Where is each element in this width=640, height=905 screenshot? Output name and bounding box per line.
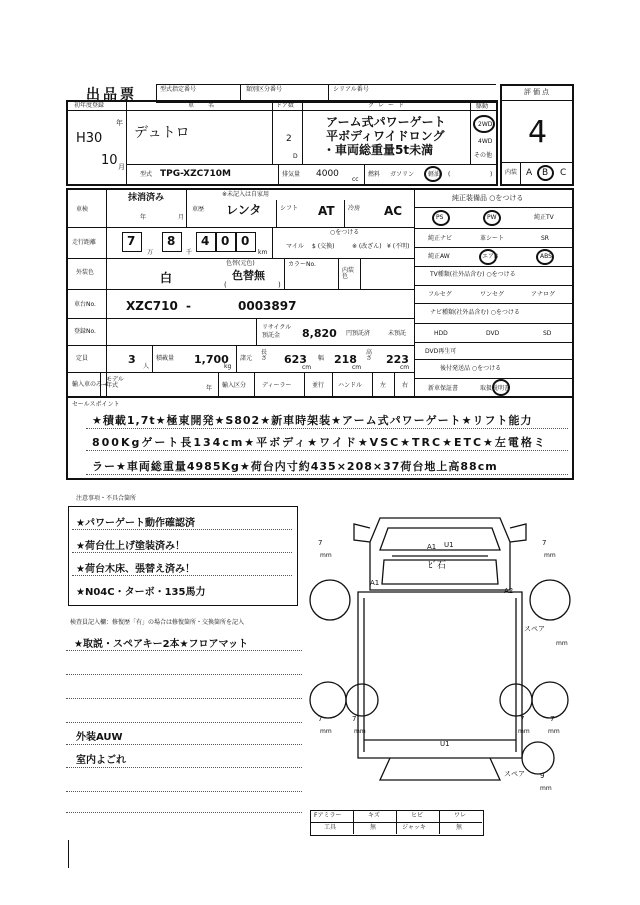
inspection-year: 年 bbox=[140, 214, 147, 221]
tire-fr-value: 7 bbox=[542, 539, 547, 547]
mileage-circle-note: ○をつける bbox=[330, 229, 360, 236]
tire-rl-outer-value: 7 bbox=[318, 715, 323, 723]
spare-top-mm: mm bbox=[556, 640, 568, 647]
legend-row-2: 無 bbox=[370, 824, 377, 831]
legend-head-4: ワレ bbox=[454, 812, 467, 819]
later-manual-circle bbox=[492, 379, 510, 396]
drive-2wd: 2WD bbox=[478, 121, 493, 128]
diagram-bishaku: ﾋﾞ石 bbox=[428, 561, 447, 571]
orig-color-paren-end: ) bbox=[278, 281, 281, 289]
tire-rl-inner-value: 7 bbox=[352, 715, 357, 723]
drive-label: 駆動 bbox=[476, 103, 489, 110]
interior-c: C bbox=[560, 168, 567, 178]
load-label: 積載量 bbox=[156, 355, 175, 362]
recycle-unit: 円預託済 bbox=[346, 330, 371, 337]
fuel-paren-end: ) bbox=[490, 171, 493, 178]
grade-label: グレード bbox=[368, 102, 409, 109]
tire-fl-value: 7 bbox=[318, 539, 323, 547]
tire-fr-mm: mm bbox=[544, 552, 556, 559]
capacity-value: 3 bbox=[128, 353, 136, 366]
navi-sd: SD bbox=[543, 330, 552, 337]
chassis-number: 0003897 bbox=[238, 299, 297, 313]
spare-bottom-label: スペア bbox=[504, 770, 525, 778]
orig-color-paren: ( bbox=[224, 281, 227, 289]
equip-ps: PS bbox=[436, 214, 444, 221]
mileage-label: 走行距離 bbox=[72, 239, 97, 246]
interior-label: 内装 bbox=[505, 169, 518, 176]
chassis-prefix: XZC710 bbox=[126, 299, 178, 313]
orig-color-label: 色替(元色) bbox=[226, 260, 255, 267]
capacity-unit: 人 bbox=[143, 363, 150, 370]
equip-label: 純正装備品 ○をつける bbox=[452, 194, 524, 202]
dims-label: 諸元 bbox=[240, 355, 253, 362]
load-value: 1,700 bbox=[194, 353, 229, 366]
interior-a: A bbox=[526, 168, 533, 178]
doors: 2 bbox=[286, 134, 292, 144]
tire-rl-outer-mm: mm bbox=[320, 728, 332, 735]
diagram-u1-bottom: U1 bbox=[440, 740, 450, 748]
orig-color-value: 色替無 bbox=[232, 269, 265, 282]
tire-rr-outer-mm: mm bbox=[548, 728, 560, 735]
mileage-digit-3: 4 bbox=[201, 234, 210, 248]
diagram-a1-left: A1 bbox=[370, 579, 380, 587]
inspection-note: ※未記入は自家用 bbox=[222, 191, 270, 198]
shift-label: シフト bbox=[280, 205, 299, 212]
length-value: 623 bbox=[284, 353, 307, 366]
fuel-paren: ( bbox=[448, 171, 451, 178]
import-label: 輸入車のみ→ bbox=[72, 381, 108, 388]
interior-color-label: 内装色 bbox=[342, 267, 355, 280]
mile-label: マイル bbox=[286, 243, 304, 250]
form-title: 出品票 bbox=[86, 87, 137, 103]
dvd-play-label: DVD再生可 bbox=[425, 348, 457, 355]
cc-label: 排気量 bbox=[282, 171, 301, 178]
legend-row-3: ジャッキ bbox=[402, 824, 426, 831]
equip-tv: 純正TV bbox=[534, 214, 554, 221]
color-label: 外装色 bbox=[76, 269, 95, 276]
equip-ps-circle bbox=[432, 210, 450, 226]
wheel-rear-left-outer bbox=[310, 682, 346, 718]
cc-unit: cc bbox=[352, 176, 359, 183]
reg-month: 10 bbox=[101, 153, 118, 168]
equip-pw-circle bbox=[483, 210, 501, 226]
spare-bottom-value: 9 bbox=[540, 772, 545, 780]
later-warranty: 新車保証書 bbox=[428, 385, 459, 392]
diagram-a2-right: A2 bbox=[504, 587, 514, 595]
mile-opt-exchange: $ (交換) bbox=[312, 243, 335, 250]
drive-other: その他 bbox=[474, 152, 493, 159]
wheel-rear-right-outer bbox=[532, 682, 568, 718]
car-name-label: 車名 bbox=[188, 102, 229, 109]
recycle-label: リサイクル預託金 bbox=[262, 324, 292, 339]
shift-value: AT bbox=[318, 204, 335, 218]
mileage-digit-1: 7 bbox=[127, 234, 136, 248]
wheel-spare bbox=[522, 742, 554, 774]
legend-row-4: 無 bbox=[456, 824, 463, 831]
navi-label: ナビ種類(社外品含む) ○をつける bbox=[430, 309, 520, 316]
height-unit: cm bbox=[400, 364, 410, 371]
import-dealer: ディーラー bbox=[262, 382, 292, 389]
drive-2wd-circle bbox=[473, 115, 495, 133]
door-d: D bbox=[293, 153, 298, 160]
wheel-front-left bbox=[310, 580, 350, 620]
tire-rl-inner-mm: mm bbox=[354, 728, 366, 735]
ac-label: 冷房 bbox=[348, 205, 361, 212]
color-value: 白 bbox=[160, 271, 173, 285]
legend-head-3: ヒビ bbox=[411, 812, 424, 819]
reg-year-suffix: 年 bbox=[116, 119, 123, 127]
mileage-digit-4: 0 bbox=[221, 234, 230, 248]
sales-line-2: 800Kgゲート長134cm★平ボディ★ワイド★VSC★TRC★ETC★左電格ミ bbox=[92, 436, 547, 449]
car-name: デュトロ bbox=[134, 125, 190, 141]
usage-label: 車歴 bbox=[192, 206, 205, 213]
spare-bottom-mm: mm bbox=[540, 785, 552, 792]
ac-value: AC bbox=[384, 204, 403, 218]
later-items-label: 後付発送品 ○をつける bbox=[440, 365, 502, 372]
import-parallel: 並行 bbox=[312, 382, 325, 389]
equip-sr: SR bbox=[541, 235, 549, 242]
evaluation-score: 4 bbox=[528, 115, 548, 150]
wheel-front-right bbox=[530, 580, 570, 620]
inspection-month: 月 bbox=[178, 214, 185, 221]
chassis-label: 車台No. bbox=[74, 301, 96, 308]
tv-oneseg: ワンセグ bbox=[480, 291, 505, 298]
reg-no-label: 登録No. bbox=[74, 328, 96, 335]
tire-fl-mm: mm bbox=[320, 552, 332, 559]
category-label: 類別区分番号 bbox=[246, 86, 283, 93]
note-line-3: ★荷台木床、張替え済み！ bbox=[76, 564, 195, 575]
handle-right: 右 bbox=[402, 382, 409, 389]
fuel-diesel-circle bbox=[424, 166, 442, 182]
tv-fullseg: フルセグ bbox=[428, 291, 452, 298]
fuel-diesel: 軽油 bbox=[428, 171, 441, 178]
cc-value: 4000 bbox=[316, 169, 339, 179]
width-label: 幅 bbox=[318, 355, 325, 362]
spare-top-label: スペア bbox=[524, 625, 545, 633]
equip-airbag-circle bbox=[479, 249, 497, 265]
model-year-label: モデル年式 bbox=[106, 376, 124, 389]
tire-rr-inner-value: 7 bbox=[520, 715, 525, 723]
height-label: 高さ bbox=[366, 349, 373, 362]
model-label: 型式 bbox=[140, 171, 153, 178]
sales-line-3: ラー★車両総重量4985Kg★荷台内寸約435×208×37荷台地上高88cm bbox=[92, 460, 498, 473]
grade-line3: ・車両総重量5t未満 bbox=[323, 143, 434, 157]
import-type-label: 輸入区分 bbox=[222, 382, 247, 389]
cab-outline bbox=[370, 518, 510, 590]
equip-navi: 純正ナビ bbox=[428, 235, 453, 242]
tire-rr-inner-mm: mm bbox=[518, 728, 530, 735]
right-mirror bbox=[510, 524, 526, 542]
interior-b: B bbox=[542, 168, 549, 178]
left-mirror bbox=[354, 524, 370, 542]
sales-line-1: ★積載1,7t★極東開発★S802★新車時架装★アーム式パワーゲート★リフト能力 bbox=[92, 414, 533, 427]
inspector-line-6: 室内よごれ bbox=[76, 755, 126, 766]
mileage-unit-sen: 千 bbox=[186, 249, 193, 256]
legend-head-2: キズ bbox=[368, 812, 380, 819]
capacity-label: 定員 bbox=[76, 355, 89, 362]
equip-aw: 純正AW bbox=[428, 253, 450, 260]
later-manual: 取扱説明書 bbox=[480, 385, 511, 392]
mileage-unit-km: km bbox=[258, 249, 268, 256]
first-reg-label: 初年度登録 bbox=[74, 102, 105, 109]
color-no-label: カラーNo. bbox=[288, 261, 316, 268]
drive-4wd: 4WD bbox=[478, 138, 493, 145]
model-year-unit: 年 bbox=[206, 385, 213, 392]
mile-opt-tampered: ※ (改ざん) bbox=[352, 243, 382, 250]
legend-head-1: Fアミラー bbox=[314, 812, 342, 819]
recycle-status: 未預託 bbox=[388, 330, 407, 337]
reg-month-suffix: 月 bbox=[118, 163, 125, 171]
chassis-dash: - bbox=[186, 299, 191, 313]
fuel-gas: ガソリン bbox=[390, 171, 415, 178]
inspector-line-1: ★取説・スペアキー2本★フロアマット bbox=[74, 639, 249, 650]
equip-leather: 革シート bbox=[480, 235, 505, 242]
usage-value: レンタ bbox=[226, 203, 262, 217]
length-unit: cm bbox=[302, 364, 312, 371]
model-value: TPG-XZC710M bbox=[160, 169, 231, 179]
note-line-2: ★荷台仕上げ塗装済み！ bbox=[76, 541, 185, 552]
model-cert-label: 型式指定番号 bbox=[160, 86, 197, 93]
mileage-digit-2: 8 bbox=[167, 234, 176, 248]
interior-b-circle bbox=[537, 165, 554, 181]
width-value: 218 bbox=[334, 353, 357, 366]
inspection-label: 車検 bbox=[76, 206, 89, 213]
length-label: 長さ bbox=[261, 349, 268, 362]
handle-left: 左 bbox=[380, 382, 387, 389]
width-unit: cm bbox=[352, 364, 362, 371]
fuel-label: 燃料 bbox=[368, 171, 381, 178]
diagram-u1-top: U1 bbox=[444, 541, 454, 549]
navi-dvd: DVD bbox=[486, 330, 500, 337]
note-line-4: ★N04C・ターボ・135馬力 bbox=[76, 587, 206, 598]
diagram-a1-top: A1 bbox=[427, 543, 437, 551]
equip-airbag: エアB bbox=[482, 253, 499, 260]
bed-tailgate bbox=[380, 758, 500, 780]
doors-label: ドア数 bbox=[276, 102, 294, 109]
recycle-amount: 8,820 bbox=[302, 327, 337, 340]
mileage-unit-man: 万 bbox=[147, 249, 154, 256]
note-line-1: ★パワーゲート動作確認済 bbox=[76, 518, 195, 529]
tv-label: TV種類(社外品含む) ○をつける bbox=[430, 271, 516, 278]
inspector-label: 検査員記入欄：修復歴「有」の場合は修復箇所・交換箇所を記入 bbox=[70, 619, 245, 626]
notes-label: 注意事項・不具合箇所 bbox=[76, 495, 137, 502]
height-value: 223 bbox=[386, 353, 409, 366]
tire-rr-outer-value: 7 bbox=[550, 715, 555, 723]
mile-opt-unknown: ¥ (不明) bbox=[387, 243, 410, 250]
inspector-line-5: 外装AUW bbox=[76, 732, 123, 743]
legend-row-1: 工具 bbox=[324, 824, 337, 831]
equip-abs: ABS bbox=[540, 253, 552, 260]
mileage-digit-5: 0 bbox=[241, 234, 250, 248]
navi-hdd: HDD bbox=[434, 330, 448, 337]
grade-line2: 平ボディワイドロング bbox=[326, 129, 445, 143]
grade-line1: アーム式パワーゲート bbox=[326, 115, 446, 129]
tv-analog: アナログ bbox=[531, 291, 556, 298]
handle-label: ハンドル bbox=[338, 382, 363, 389]
inspection-value: 抹消済み bbox=[128, 193, 165, 203]
equip-abs-circle bbox=[536, 249, 554, 265]
equip-pw: PW bbox=[487, 214, 497, 221]
reg-year: H30 bbox=[76, 131, 103, 146]
wheel-rear-left-inner bbox=[346, 684, 378, 716]
load-unit: kg bbox=[224, 363, 232, 370]
evaluation-label: 評価点 bbox=[524, 88, 551, 96]
sales-label: セールスポイント bbox=[72, 401, 120, 408]
windshield bbox=[380, 528, 500, 550]
serial-label: シリアル番号 bbox=[333, 86, 369, 93]
